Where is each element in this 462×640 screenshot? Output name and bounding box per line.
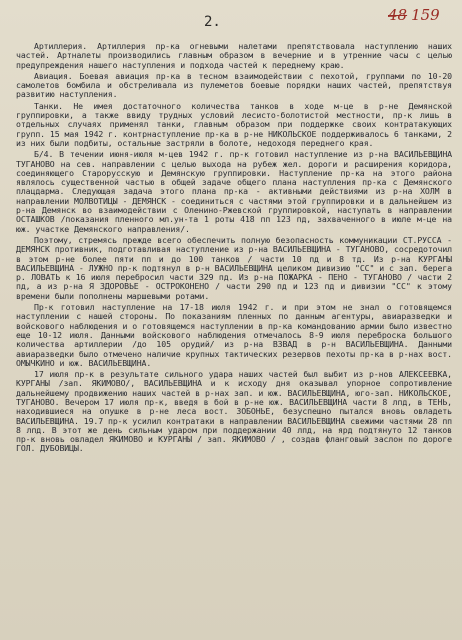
archive-number: 159 xyxy=(411,6,440,24)
paragraph-aviation: Авиация. Боевая авиация пр-ка в тесном взаимодействии с пехотой, группами по 10-20 самолетов бомбила и обстреливала из пулеметов боевые порядки наших частей, препятствуя развитию наступления. xyxy=(16,70,452,100)
paragraph-tanks: Танки. Не имея достаточного количества танков в ходе м-це в р-не Демянской группировки, а также ввиду трудных условий лесисто-болотистой местности, пр-к лишь в отдельных случаях применял танки, главным образом при поддержке своих контратакующих групп. 15 мая 1942 г. контрнаступление пр-ка в р-не НИКОЛЬСКОЕ поддерживалось 6 танками, 2 из них были подбиты, остальные застряли в болоте, недоходя переднего края. xyxy=(16,100,452,148)
paragraph-section-b4: Б/4. В течении июня-июля м-цев 1942 г. пр-к готовил наступление из р-на ВАСИЛЬЕВЩИНА ТУГАНОВО на сев. направлении с целью выхода на рубеж жел. дороги и расширения коридора, соединяющего Старорусскую и Демянскую группировки. Наступление пр-ка на этого района являлось существенной частью в общей задаче общего плана наступления пр-ка с Демянского плацдарма. Следующая задача этого плана пр-ка - активными действиями из р-на ХОЛМ в направлении МОЛВОТИЦЫ - ДЕМЯНСК - соединиться с частями этой группировки и в дальнейшем из р-на Демянск во взаимодействии с Оленино-Ржевской группировкой, наступать в направлении ОСТАШКОВ /показания пленного мл.ун-та 1 роты 418 пп 123 пд, захваченного в июле м-це на юж. участке Демянского направления/. xyxy=(16,149,452,234)
paragraph-intelligence: Пр-к готовил наступление на 17-18 июля 1942 г. и при этом не знал о готовящемся наступлении с нашей стороны. По показаниям пленных по данным агентуры, авиаразведки и войскового наблюдения и о готовящемся наступлении в пр-ка командованию армии было известно еще 10-12 июля. Данными войскового наблюдения отмечалось 8-9 июля переброска большого количества артиллерии /до 105 орудий/ из р-на ВЗВАД в р-н ВАСИЛЬЕВЩИНА. Данными авиаразведки было отмечено наличие крупных тактических резервов пехоты пр-ка в р-нах вост. ОМЫЧКИНО и юж. ВАСИЛЬЕВЩИНА. xyxy=(16,302,452,368)
page-number: 2. xyxy=(204,14,221,30)
paragraph-artillery: Артиллерия. Артиллерия пр-ка огневыми налетами препятствовала наступлению наших частей. Артналеты производились главным образом в вечерние и в утренние часы с целью предупреждения нашего наступления и подхода частей к переднему краю. xyxy=(16,41,452,70)
paragraph-preparation: Поэтому, стремясь прежде всего обеспечить полную безопасность коммуникации СТ.РУССА - ДЕМЯНСК противник, подготавливая наступление из р-на ВАСИЛЬЕВЩИНА - ТУГАНОВО, сосредоточил в этом р-не более пяти пп и до 100 танков / части 10 пд и 8 тд. Из р-на КУРГАНЫ ВАСИЛЬЕВЩИНА - ЛУЖНО пр-к подтянул в р-н ВАСИЛЬЕВЩИНА целиком дивизию "СС" и с зап. берега р. ЛОВАТЬ к 16 июля перебросил части 329 пд. Из р-на ПОЖАРКА - ПЕНО - ТУГАНОВО / части 2 пд, а из р-на Я ЗДОРОВЬЕ - ОСТРОКОНЕНО / части 290 пд и 123 пд и дивизии "СС" к этому времени были пополнены маршевыми ротами. xyxy=(16,234,452,301)
document-body xyxy=(16,42,452,456)
archive-number-struck: 48 xyxy=(388,6,408,24)
archive-number-stamp xyxy=(388,6,440,24)
paragraph-july-17: 17 июля пр-к в результате сильного удара наших частей был выбит из р-нов АЛЕКСЕЕВКА, КУРГАНЫ /зап. ЯКИМОВО/, ВАСИЛЬЕВЩИНА и к исходу дня оказывал упорное сопротивление дальнейшему продвижению наших частей в р-нах зап. и юж. ВАСИЛЬЕВЩИНА, юго-зап. НИКОЛЬСКОЕ, ТУГАНОВО. Вечером 17 июля пр-к, введя в бой в р-не юж. ВАСИЛЬЕВЩИНА части 8 лпд, в ТЕНЬ, находившиеся на опушке в р-не леса вост. ЗОБОНЬЕ, безуспешно пытался вновь овладеть ВАСИЛЬЕВЩИНА. 19.7 пр-к усилил контратаки в направлении ВАСИЛЬЕВЩИНА свежими частями 28 пп 8 лпд. В этот же день сильным ударом при поддержании 40 лпд, на ярд подтянуто 12 танков пр-к вновь овладел ЯКИМОВО и КУРГАНЫ / зап. ЯКИМОВО / , создав фланговый заслон по дороге ГОЛ. ДУБОВИЦЫ. xyxy=(16,369,452,454)
